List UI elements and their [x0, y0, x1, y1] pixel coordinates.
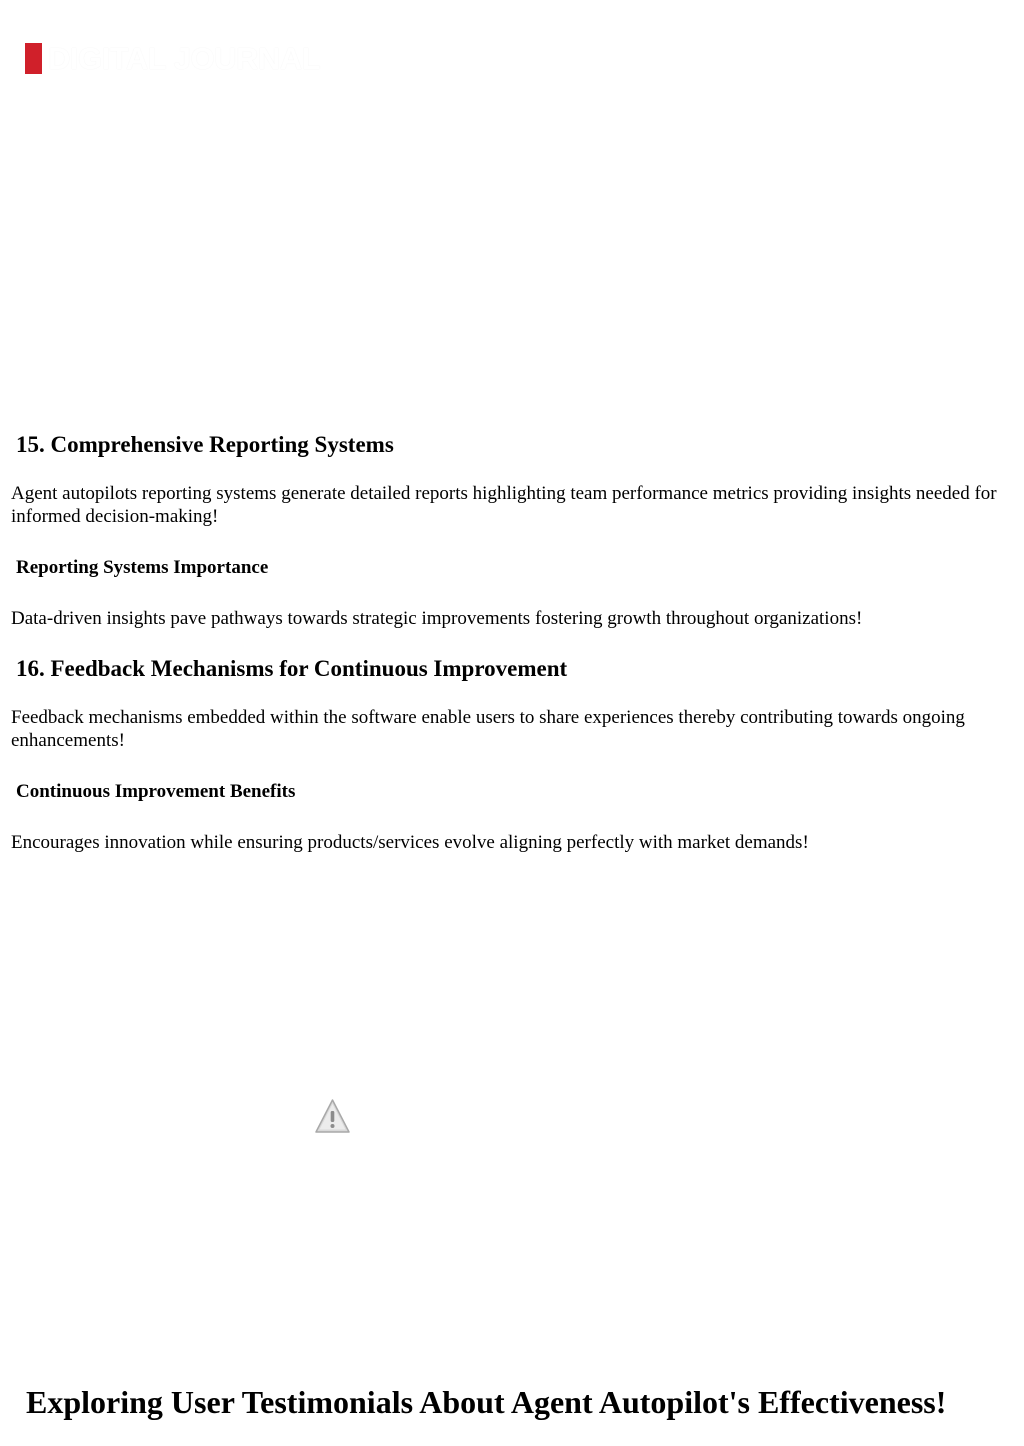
page-section-title: Exploring User Testimonials About Agent Autopilot's Effectiveness! — [26, 1384, 947, 1420]
section-paragraph: Feedback mechanisms embedded within the software enable users to share experiences thereby contributing towards ongoing enhancements! — [11, 707, 965, 751]
logo-text: DIGITAL JOURNAL — [48, 40, 321, 76]
section-subparagraph: Encourages innovation while ensuring products/services evolve aligning perfectly with market demands! — [11, 832, 809, 853]
section-paragraph: Agent autopilots reporting systems generate detailed reports highlighting team performance metrics providing insights needed for informed decision-making! — [11, 483, 997, 527]
site-logo[interactable] — [25, 42, 320, 74]
logo-accent-bar — [25, 43, 42, 74]
section-heading: 15. Comprehensive Reporting Systems — [16, 432, 394, 457]
section-subheading: Reporting Systems Importance — [16, 557, 269, 578]
section-subheading: Continuous Improvement Benefits — [16, 781, 296, 802]
section-heading: 16. Feedback Mechanisms for Continuous Improvement — [16, 656, 568, 681]
section-subparagraph: Data-driven insights pave pathways towards strategic improvements fostering growth throughout organizations! — [11, 608, 863, 629]
broken-image-icon — [314, 1098, 351, 1135]
